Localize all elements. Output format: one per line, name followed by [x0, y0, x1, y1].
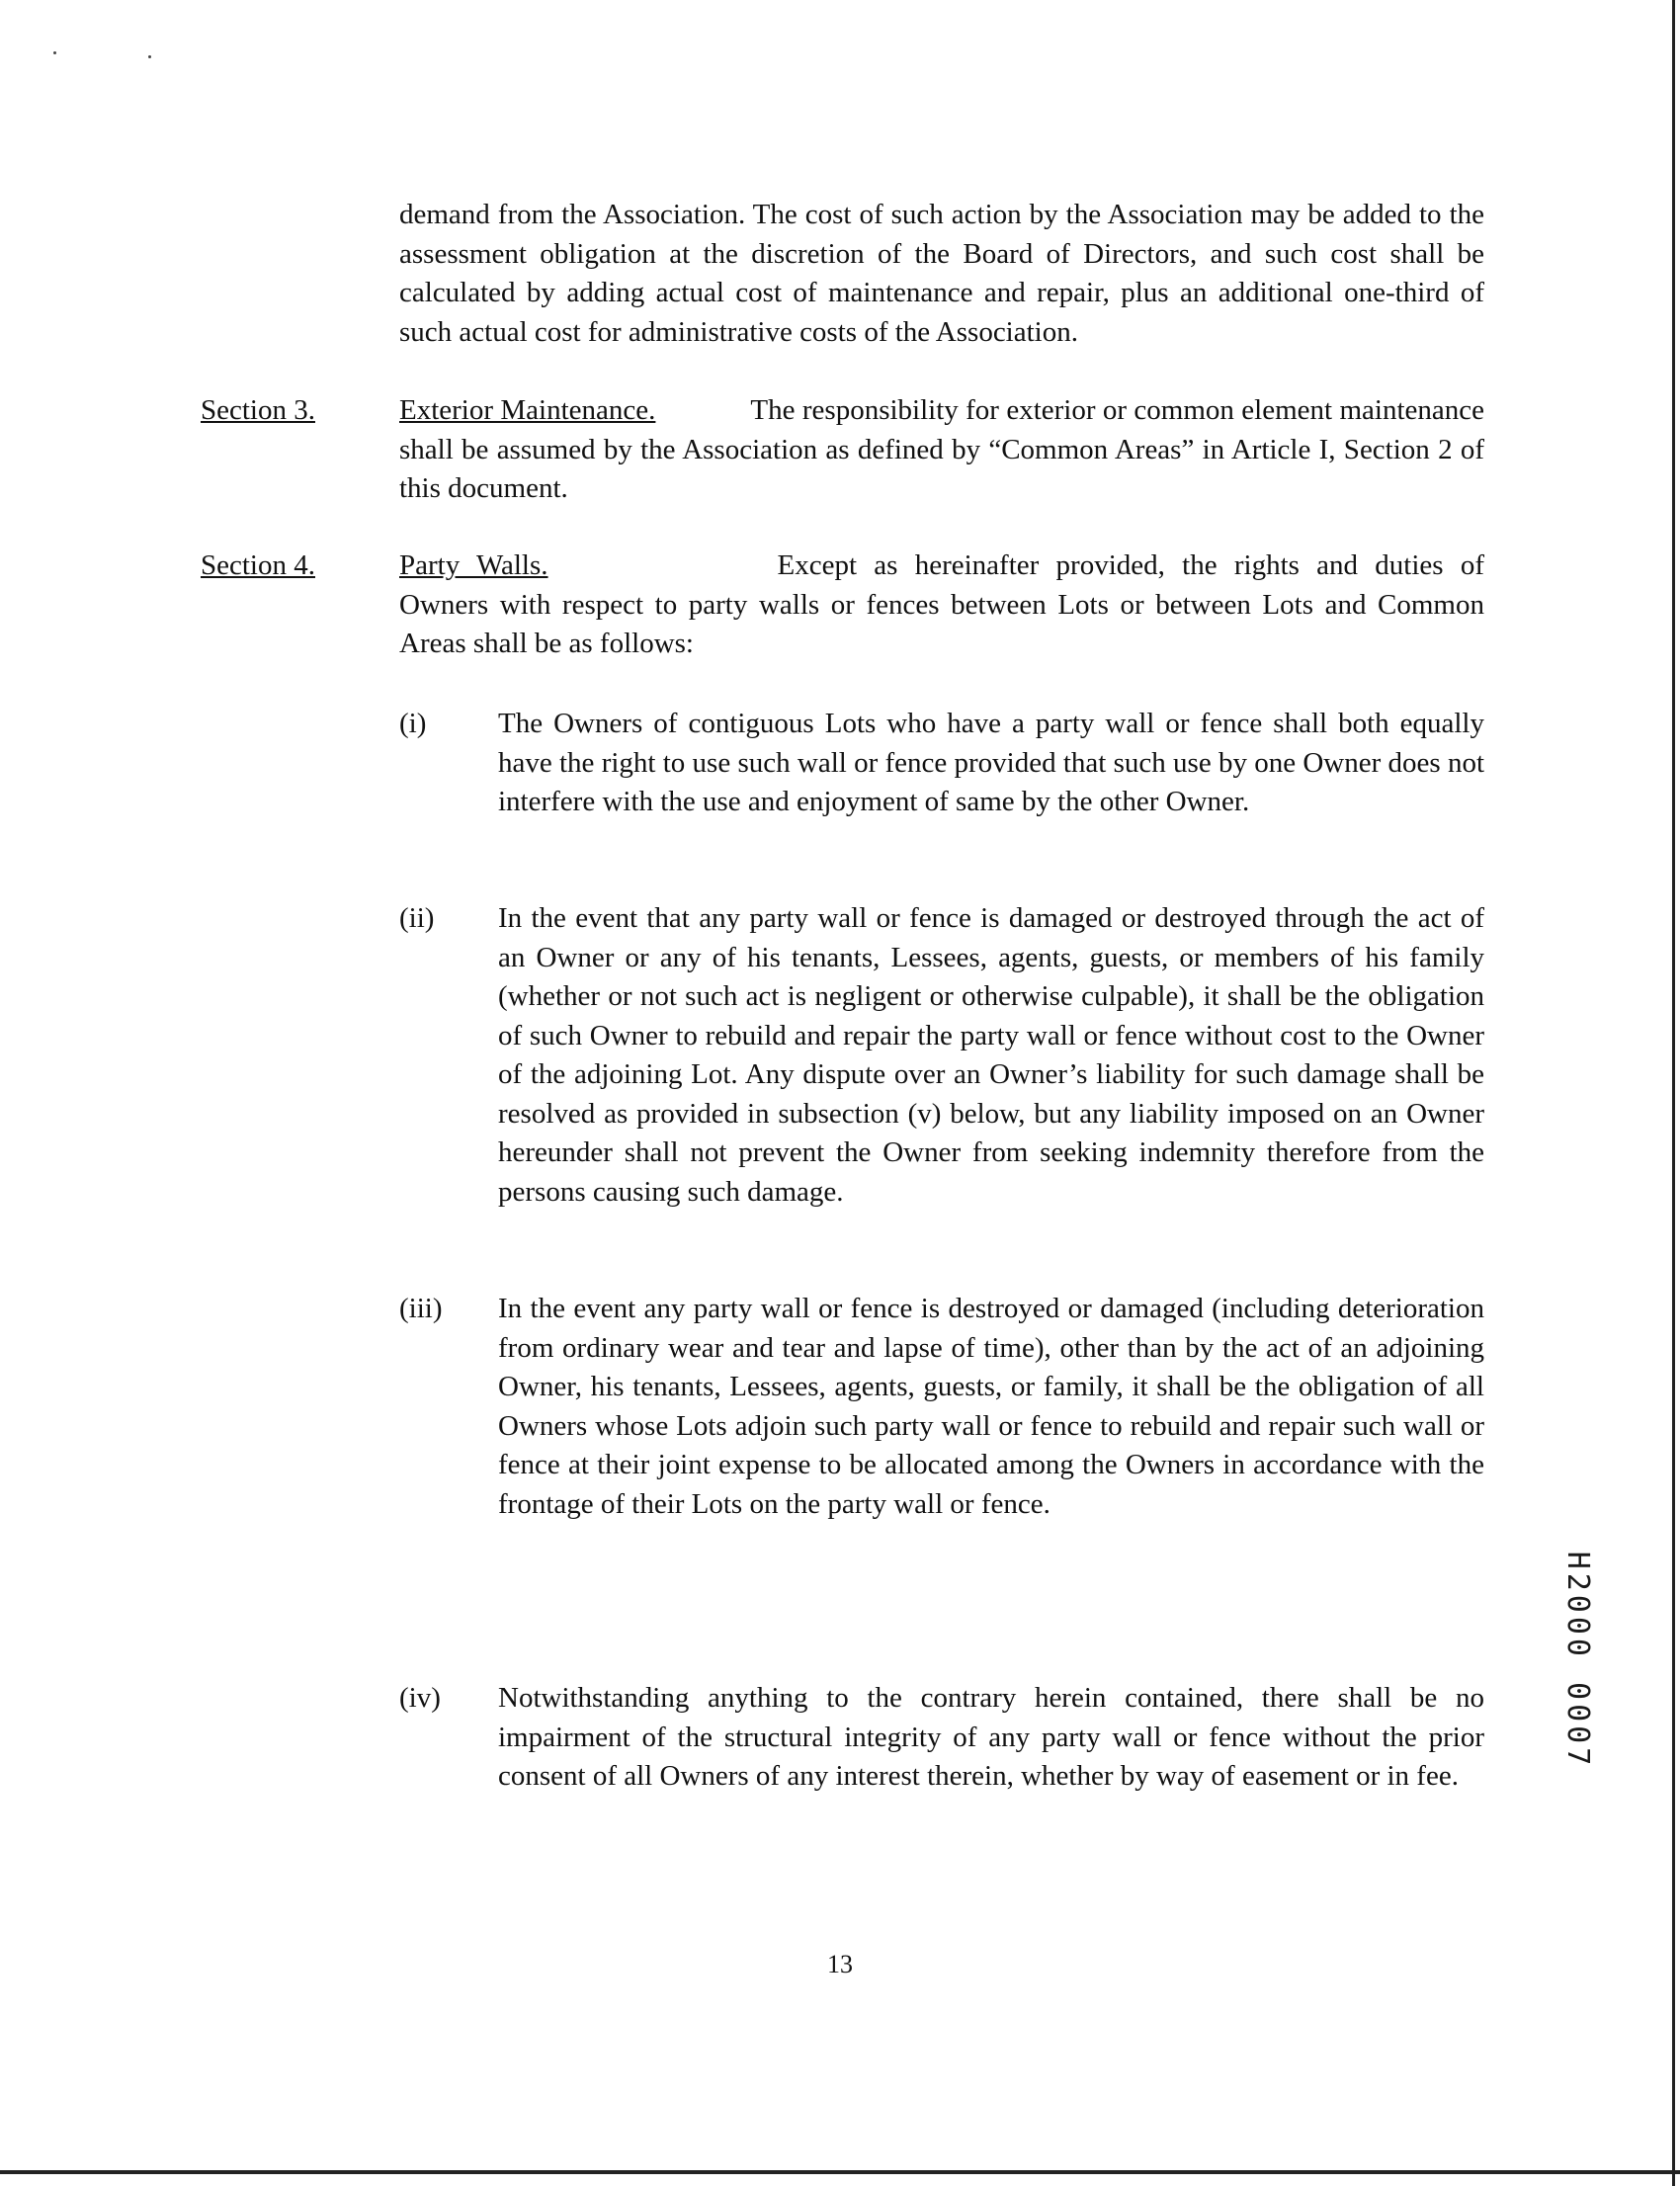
- section-label: Section 3.: [201, 394, 315, 426]
- item-label: (iv): [399, 1682, 441, 1714]
- page-edge-right: [1672, 0, 1675, 2186]
- item-text: In the event any party wall or fence is destroyed or damaged (including deterioration from ordinary wear and tear and lapse of time), other than by the act of an adjoining Owner, his tenants, Lessees, agents, guests, or family, it shall be the obligation of all Owners whose Lots adjoin such party wall or fence to rebuild and repair such wall or fence at their joint expense to be allocated among the Owners in accordance with the frontage of their Lots on the party wall or fence.: [498, 1293, 1484, 1520]
- intro-paragraph: demand from the Association. The cost of such action by the Association may be added to the assessment obligation at the discretion of the Board of Directors, and such cost shall be calculated by adding actual cost of maintenance and repair, plus an additional one-third of such actual cost for administrative costs of the Association.: [399, 199, 1484, 348]
- scan-speck: [148, 55, 151, 58]
- section-text: Except as hereinafter provided, the rights and duties of Owners with respect to party walls or fences between Lots or between Lots and Common Areas shall be as follows:: [399, 549, 1484, 659]
- item-label: (i): [399, 708, 427, 739]
- page-edge-bottom: [0, 2170, 1680, 2174]
- item-text: In the event that any party wall or fence is damaged or destroyed through the act of an Owner or any of his tenants, Lessees, agents, guests, or members of his family (whether or not such act is negligent or otherwise culpable), it shall be the obligation of such Owner to rebuild and repair the party wall or fence without cost to the Owner of the adjoining Lot. Any dispute over an Owner’s liability for such damage shall be resolved as provided in subsection (v) below, but any liability imposed on an Owner hereunder shall not prevent the Owner from seeking indemnity therefore from the persons causing such damage.: [498, 902, 1484, 1208]
- page-number: 13: [827, 1950, 853, 1978]
- item-label: (ii): [399, 902, 435, 934]
- section-body: [399, 391, 1484, 509]
- section-body: [399, 546, 1484, 664]
- item-label: (iii): [399, 1293, 443, 1324]
- item-text: Notwithstanding anything to the contrary herein contained, there shall be no impairment of the structural integrity of any party wall or fence without the prior consent of all Owners of any interest therein, whether by way of easement or in fee.: [498, 1682, 1484, 1792]
- section-title: Party Walls.: [399, 549, 548, 581]
- scan-speck: [53, 51, 56, 54]
- section-title: Exterior Maintenance.: [399, 394, 656, 426]
- item-text: The Owners of contiguous Lots who have a party wall or fence shall both equally have the right to use such wall or fence provided that such use by one Owner does not interfere with the use and enjoyment of same by the other Owner.: [498, 708, 1484, 817]
- section-text: The responsibility for exterior or common element maintenance shall be assumed by the Association as defined by “Common Areas” in Article I, Section 2 of this document.: [399, 394, 1484, 504]
- section-label: Section 4.: [201, 549, 315, 581]
- margin-stamp-text: H2000 0007: [1560, 1551, 1595, 1770]
